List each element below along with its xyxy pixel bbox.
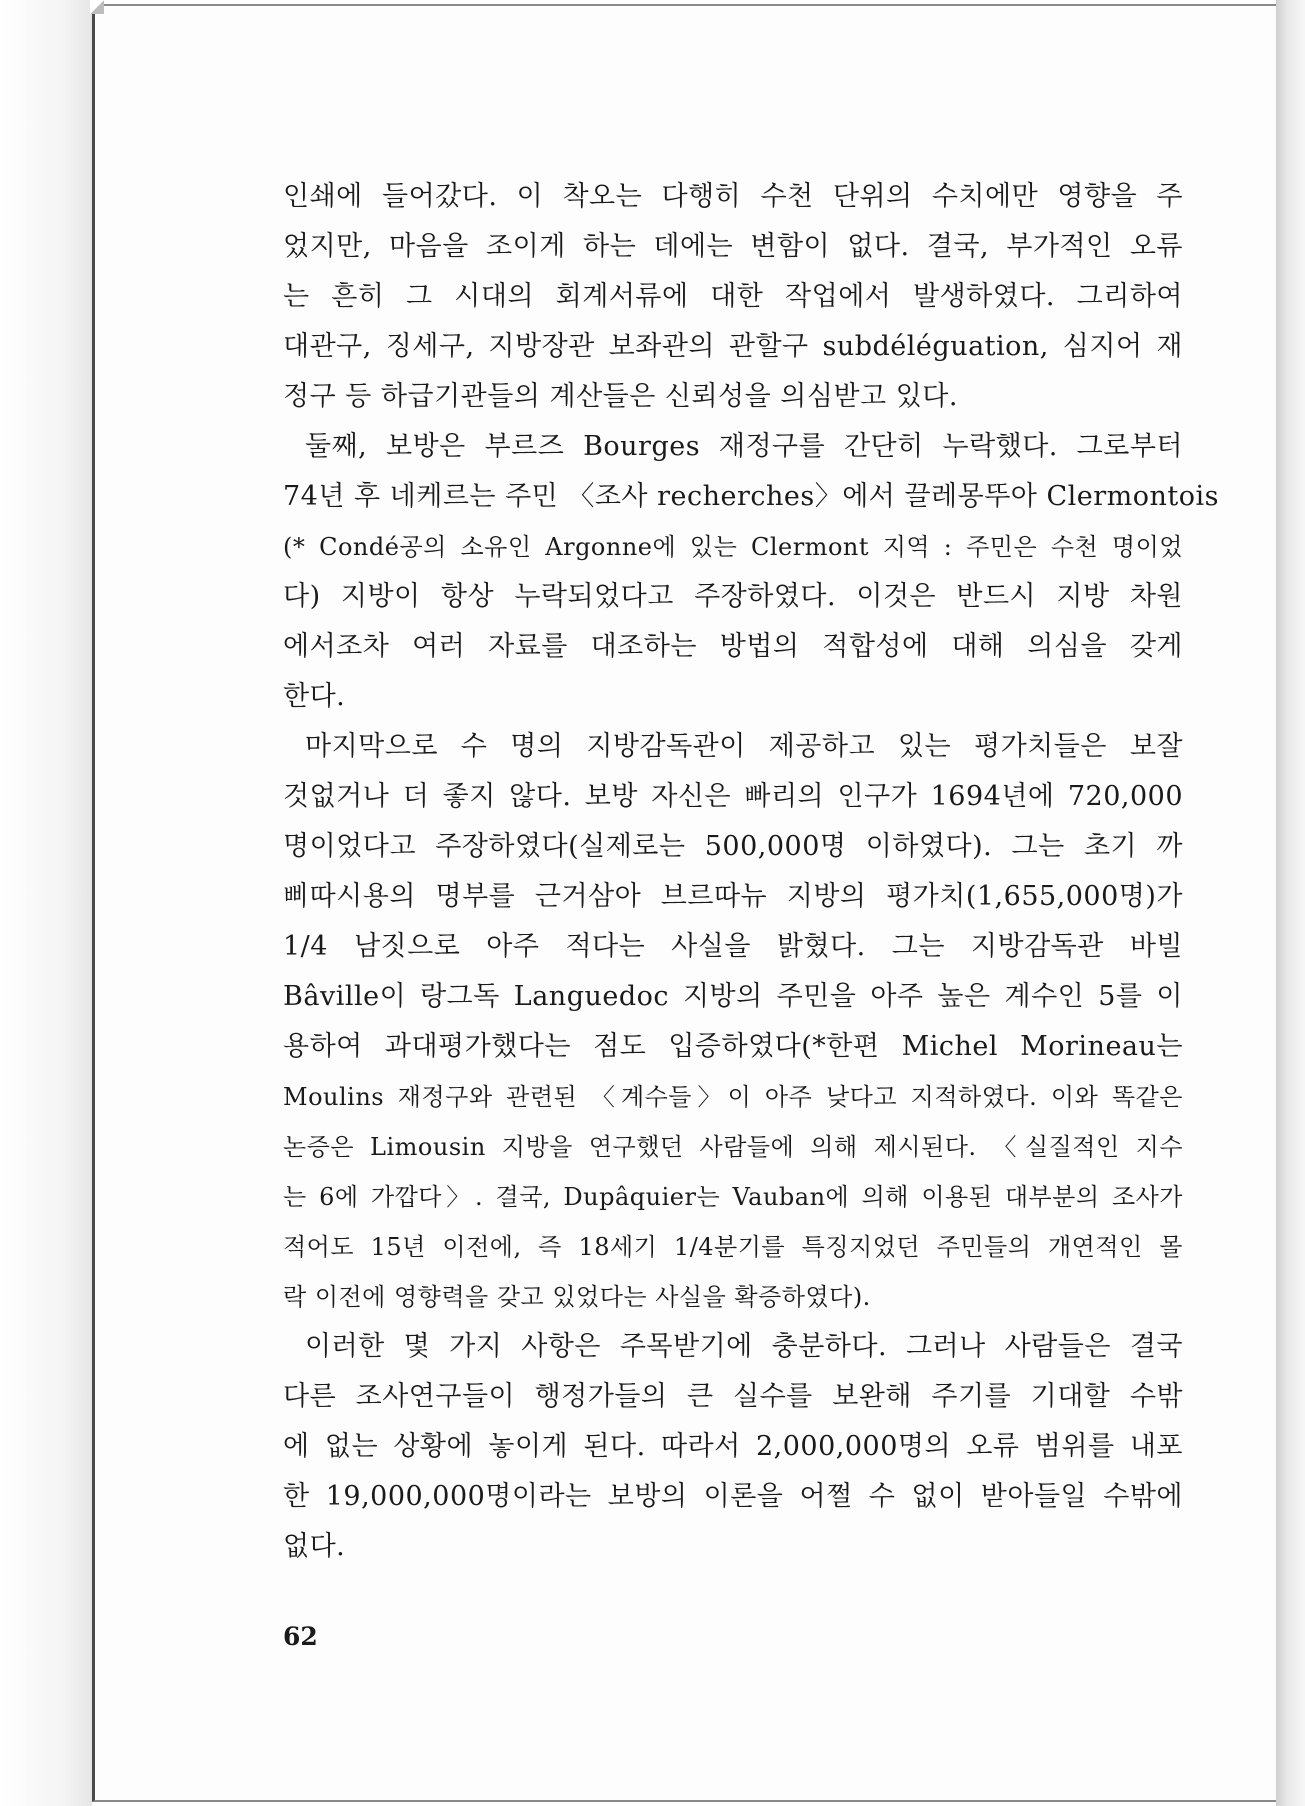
text-line: 것없거나 더 좋지 않다. 보방 자신은 빠리의 인구가 1694년에 720,000 bbox=[283, 781, 1183, 812]
text-line: 1/4 남짓으로 아주 적다는 사실을 밝혔다. 그는 지방감독관 바빌 bbox=[283, 931, 1183, 962]
text-line: 삐따시용의 명부를 근거삼아 브르따뉴 지방의 평가치(1,655,000명)가 bbox=[283, 881, 1183, 912]
text-line: 마지막으로 수 명의 지방감독관이 제공하고 있는 평가치들은 보잘 bbox=[305, 731, 1183, 762]
text-line: 었지만, 마음을 조이게 하는 데에는 변함이 없다. 결국, 부가적인 오류 bbox=[283, 231, 1183, 262]
text-line: 용하여 과대평가했다는 점도 입증하였다(*한편 Michel Morineau는 bbox=[283, 1031, 1183, 1062]
footnote-line: 적어도 15년 이전에, 즉 18세기 1/4분기를 특징지었던 주민들의 개연적인 몰 bbox=[283, 1233, 1183, 1261]
footnote-line: 락 이전에 영향력을 갖고 있었다는 사실을 확증하였다). bbox=[283, 1283, 871, 1311]
body-text bbox=[283, 172, 1219, 1572]
book-spine bbox=[0, 0, 92, 1806]
footnote-line: 는 6에 가깝다〉. 결국, Dupâquier는 Vauban에 의해 이용된 대부분의 조사가 bbox=[283, 1183, 1183, 1211]
text-line: Bâville이 랑그독 Languedoc 지방의 주민을 아주 높은 계수인 5를 이 bbox=[283, 981, 1183, 1012]
text-line: 74년 후 네케르는 주민 〈조사 recherches〉에서 끌레몽뚜아 Clermontois bbox=[283, 481, 1219, 512]
text-line: 정구 등 하급기관들의 계산들은 신뢰성을 의심받고 있다. bbox=[283, 381, 958, 412]
text-line: 이러한 몇 가지 사항은 주목받기에 충분하다. 그러나 사람들은 결국 bbox=[305, 1331, 1183, 1362]
footnote-line: (* Condé공의 소유인 Argonne에 있는 Clermont 지역 : 주민은 수천 명이었 bbox=[283, 533, 1183, 561]
text-line: 다른 조사연구들이 행정가들의 큰 실수를 보완해 주기를 기대할 수밖 bbox=[283, 1381, 1183, 1412]
text-line: 둘째, 보방은 부르즈 Bourges 재정구를 간단히 누락했다. 그로부터 bbox=[305, 431, 1183, 462]
text-line: 다) 지방이 항상 누락되었다고 주장하였다. 이것은 반드시 지방 차원 bbox=[283, 581, 1183, 612]
text-line: 에서조차 여러 자료를 대조하는 방법의 적합성에 대해 의심을 갖게 bbox=[283, 631, 1183, 662]
text-line: 없다. bbox=[283, 1531, 346, 1562]
footnote-line: Moulins 재정구와 관련된 〈계수들〉이 아주 낮다고 지적하였다. 이와 똑같은 bbox=[283, 1083, 1183, 1111]
text-line: 명이었다고 주장하였다(실제로는 500,000명 이하였다). 그는 초기 까 bbox=[283, 831, 1183, 862]
text-line: 인쇄에 들어갔다. 이 착오는 다행히 수천 단위의 수치에만 영향을 주 bbox=[283, 181, 1183, 212]
text-line: 한 19,000,000명이라는 보방의 이론을 어쩔 수 없이 받아들일 수밖에 bbox=[283, 1481, 1183, 1512]
page-corner bbox=[90, 0, 104, 14]
page-number: 62 bbox=[283, 1622, 318, 1651]
page-edge-shadow bbox=[1276, 0, 1305, 1806]
footnote-line: 논증은 Limousin 지방을 연구했던 사람들에 의해 제시된다. 〈실질적인 지수 bbox=[283, 1133, 1183, 1161]
text-line: 는 흔히 그 시대의 회계서류에 대한 작업에서 발생하였다. 그리하여 bbox=[283, 281, 1183, 312]
text-line: 한다. bbox=[283, 681, 346, 712]
text-line: 대관구, 징세구, 지방장관 보좌관의 관할구 subdéléguation, 심지어 재 bbox=[283, 331, 1183, 362]
text-line: 에 없는 상황에 놓이게 된다. 따라서 2,000,000명의 오류 범위를 내포 bbox=[283, 1431, 1183, 1462]
